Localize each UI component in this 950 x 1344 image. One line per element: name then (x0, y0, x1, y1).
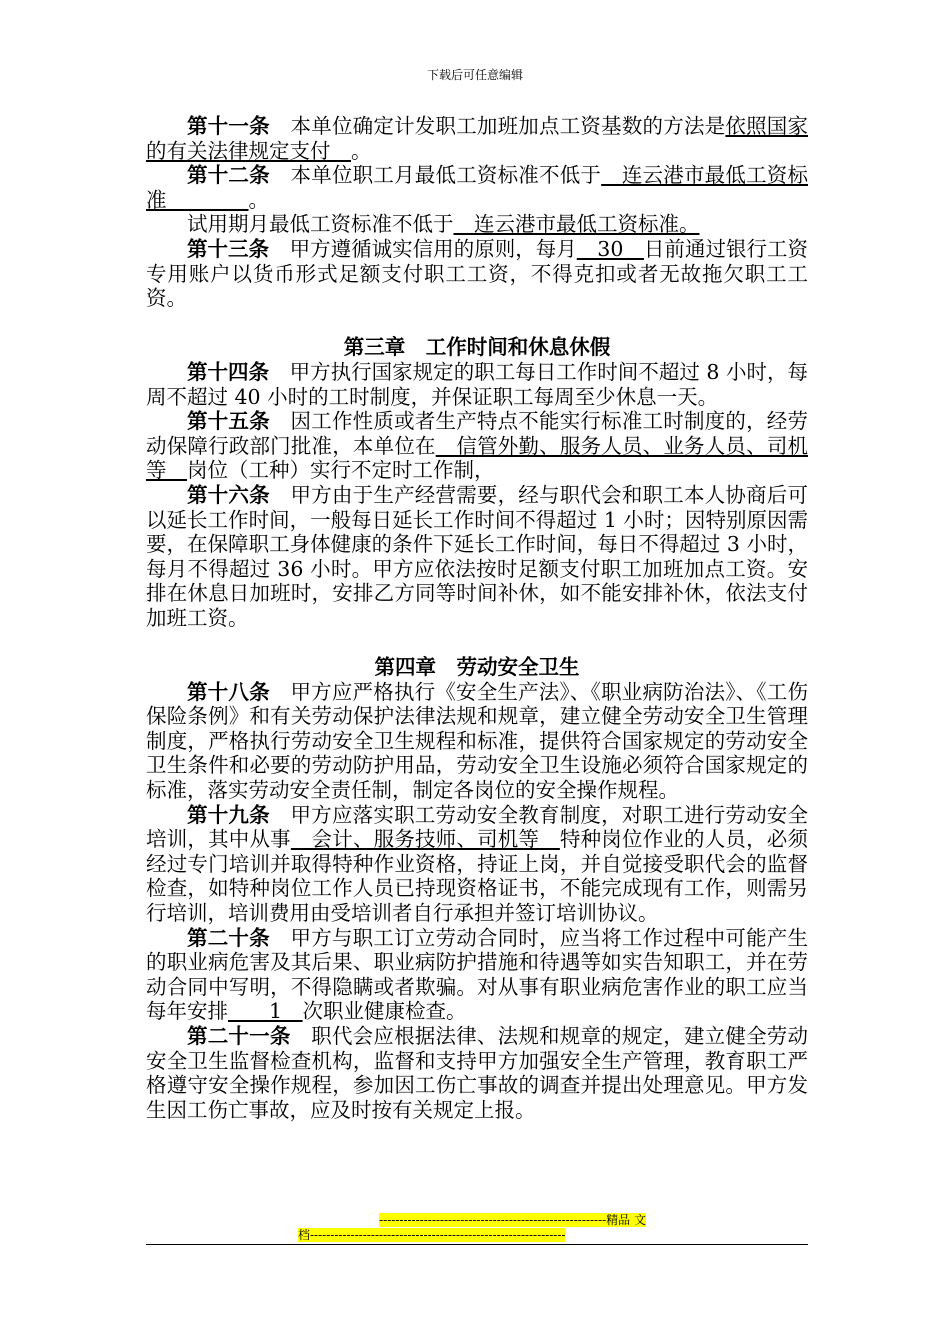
article-14-text: 甲方执行国家规定的职工每日工作时间不超过 8 小时，每周不超过 40 小时的工时制度，并保证职工每周至少休息一天。 (146, 359, 809, 409)
article-20-text-1: 甲方与职工订立劳动合同时，应当将工作过程中可能产生的职业病危害及其后果、职业病防护措施和待遇等如实告知职工，并在劳动合同中写明，不得隐瞒或者欺骗。对从事有职业病危害作业的职工应当每年安排 (146, 925, 808, 1024)
article-12-title: 第十二条 (187, 163, 270, 188)
article-15-fill: 信管外勤、服务人员、业务人员、司机等 (146, 433, 809, 483)
article-20 (146, 926, 808, 1024)
article-19 (146, 803, 808, 926)
footer-divider (146, 1244, 808, 1245)
article-20-text-2: 次职业健康检查。 (302, 999, 467, 1024)
footer-watermark-row-1 (300, 1213, 646, 1228)
article-11-end: 。 (351, 138, 372, 163)
article-12-trial-text: 试用期月最低工资标准不低于 (187, 212, 454, 237)
article-21-text: 职代会应根据法律、法规和规章的规定，建立健全劳动安全卫生监督检查机构，监督和支持甲方加强安全生产管理，教育职工严格遵守安全操作规程，参加因工伤亡事故的调查并提出处理意见。甲方发生因工伤亡事故，应及时按有关规定上报。 (146, 1023, 809, 1122)
article-11-text: 本单位确定计发职工加班加点工资基数的方法是 (269, 114, 726, 138)
article-13-text-1: 甲方遵循诚实信用的原则，每月 (269, 236, 577, 261)
document-body (146, 114, 808, 1122)
chapter-4-heading: 第四章 劳动安全卫生 (374, 655, 580, 680)
article-20-title: 第二十条 (187, 925, 270, 950)
article-12-trial-fill: 连云港市最低工资标准。 (453, 212, 700, 237)
article-13-text-2: 日前通过银行工资专用账户以货币形式足额支付职工工资，不得克扣或者无故拖欠职工工资。 (146, 236, 809, 311)
article-14-title: 第十四条 (187, 359, 270, 384)
article-19-text-2: 特种岗位作业的人员，必须经过专门培训并取得特种作业资格，持证上岗，并自觉接受职代会的监督检查，如特种岗位工作人员已持现资格证书，不能完成现有工作，则需另行培训，培训费用由受培训者自行承担并签订培训协议。 (146, 827, 809, 925)
article-19-title: 第十九条 (187, 802, 270, 827)
article-12-end: 。 (248, 187, 269, 212)
article-13-fill: 30 (576, 236, 644, 261)
chapter-3-heading: 第三章 工作时间和休息休假 (343, 335, 611, 360)
spacer (146, 630, 808, 655)
article-11-fill: 依照国家的有关法律规定支付 (146, 114, 809, 163)
article-16 (146, 483, 808, 631)
article-15-title: 第十五条 (187, 409, 270, 434)
article-18 (146, 680, 808, 803)
footer-watermark-row-2 (298, 1228, 646, 1243)
article-21-title: 第二十一条 (187, 1023, 291, 1048)
footer-watermark (300, 1213, 646, 1243)
article-13-title: 第十三条 (187, 236, 270, 261)
article-21 (146, 1024, 808, 1122)
article-11 (146, 114, 808, 163)
article-12-fill: 连云港市最低工资标准 (146, 163, 809, 212)
article-19-text-1: 甲方应落实职工劳动安全教育制度，对职工进行劳动安全培训，其中从事 (146, 802, 808, 852)
article-20-fill: 1 (228, 999, 303, 1024)
article-15-text-1: 因工作性质或者生产特点不能实行标准工时制度的，经劳动保障行政部门批准，本单位在 (146, 409, 808, 458)
article-16-title: 第十六条 (187, 482, 270, 507)
article-15 (146, 409, 808, 483)
article-12-text: 本单位职工月最低工资标准不低于 (269, 163, 602, 188)
article-16-text: 甲方由于生产经营需要，经与职代会和职工本人协商后可以延长工作时间，一般每日延长工作时间不得超过 1 小时；因特别原因需要，在保障职工身体健康的条件下延长工作时间，每日不得超过 3 小时，每月不得超过 36 小时。甲方应依法按时足额支付职工加班加点工资。安排在休息日加班时，安排乙方同等时间补休，如不能安排补休，依法支付加班工资。 (146, 482, 808, 630)
article-14 (146, 360, 808, 409)
footer-watermark-line-1: --------------------------------------------------------精品 文 (379, 1213, 646, 1227)
article-13 (146, 237, 808, 311)
spacer (146, 311, 808, 336)
article-12 (146, 163, 808, 212)
article-18-text: 甲方应严格执行《安全生产法》、《职业病防治法》、《工伤保险条例》和有关劳动保护法律法规和规章，建立健全劳动安全卫生管理制度，严格执行劳动安全卫生规程和标准，提供符合国家规定的劳动安全卫生条件和必要的劳动防护用品，劳动安全卫生设施必须符合国家规定的标准，落实劳动安全责任制，制定各岗位的安全操作规程。 (146, 679, 809, 803)
page-header: 下载后可任意编辑 (426, 68, 523, 82)
article-15-text-2: 岗位（工种）实行不定时工作制， (187, 458, 495, 483)
article-12-trial (146, 212, 808, 237)
footer-watermark-line-2: 档--------------------------------------------------------------- (298, 1228, 566, 1242)
article-18-title: 第十八条 (187, 679, 270, 704)
article-11-title: 第十一条 (187, 114, 270, 138)
article-19-fill: 会计、服务技师、司机等 (290, 827, 560, 852)
